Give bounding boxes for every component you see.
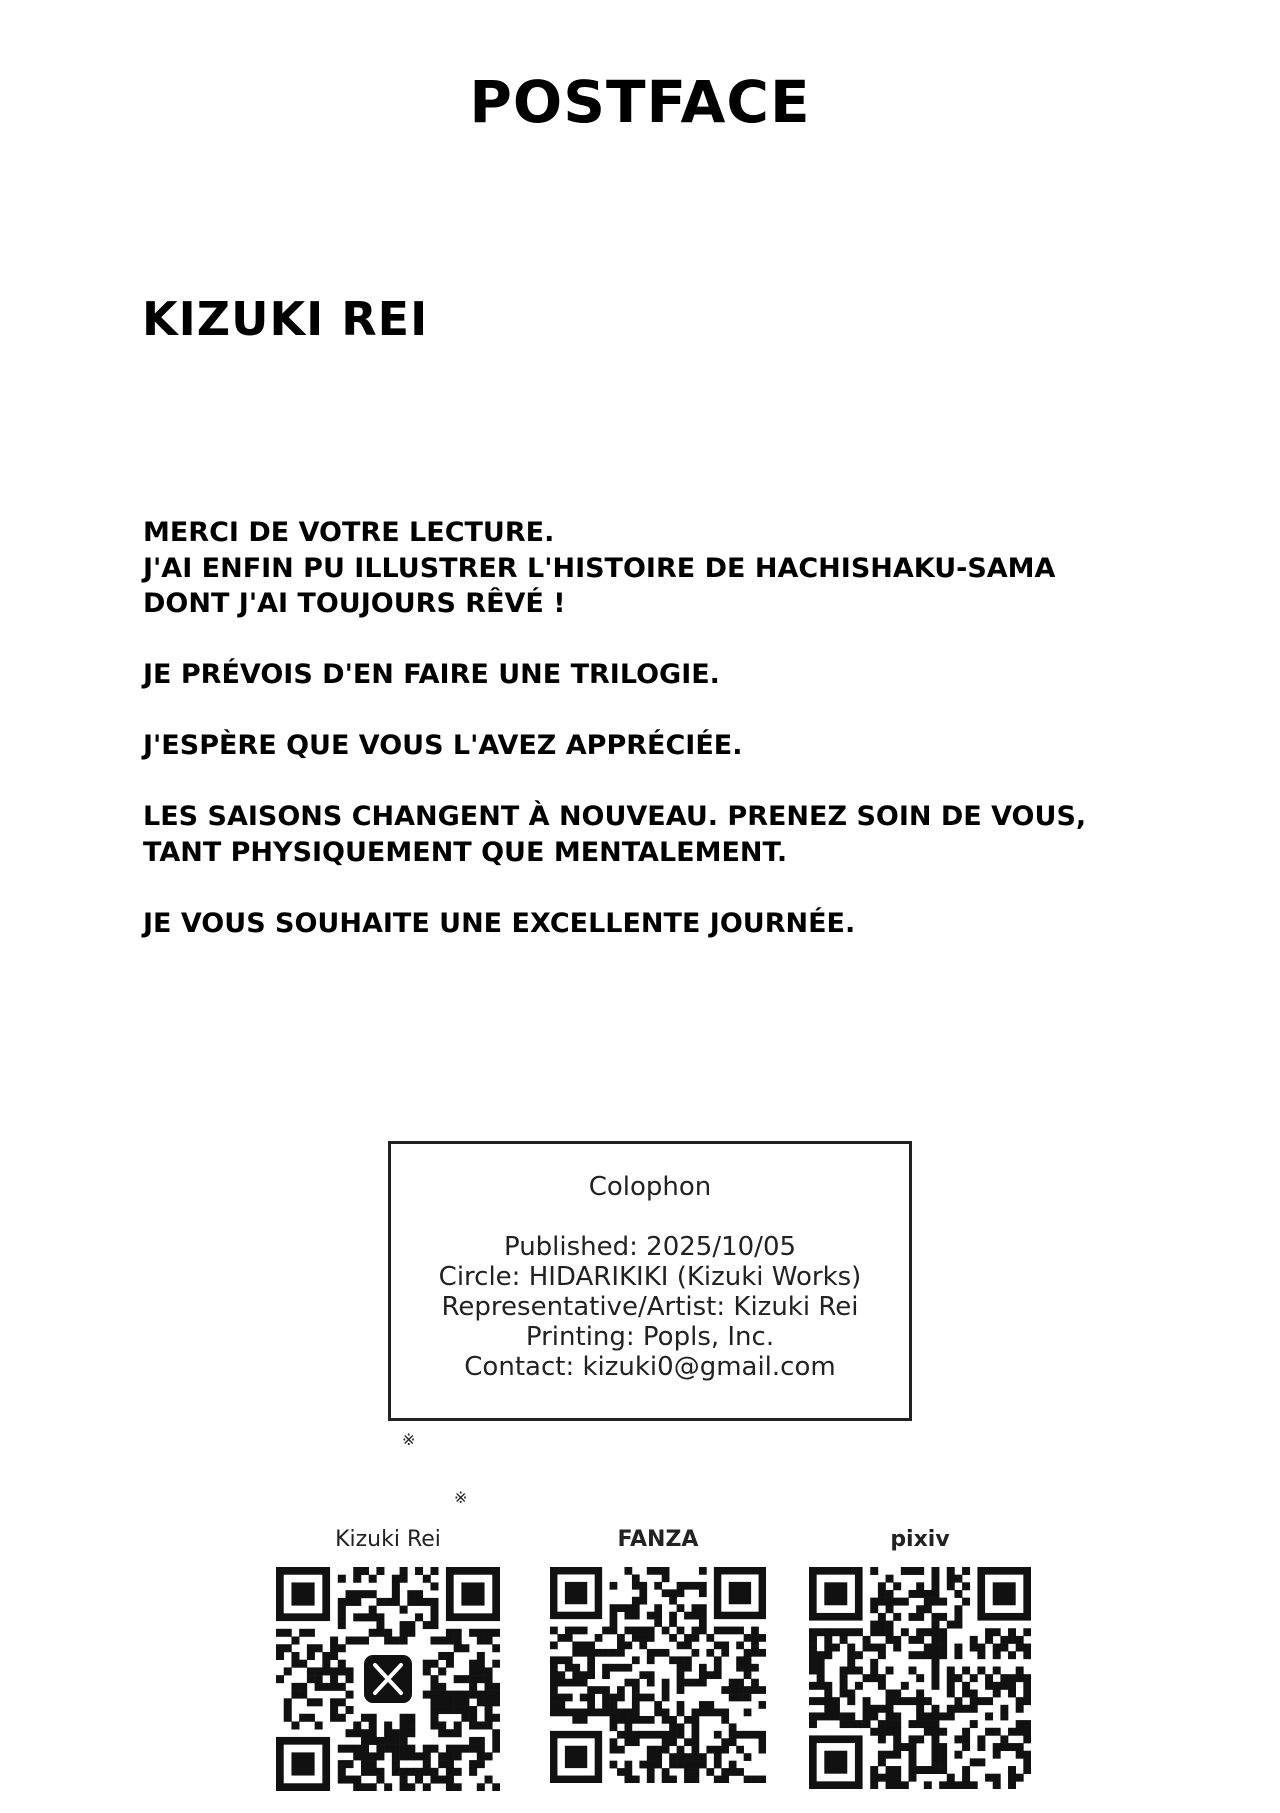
paragraph-farewell [143,906,1143,942]
postface-message [143,515,1143,977]
text-line: JE VOUS SOUHAITE UNE EXCELLENTE JOURNÉE. [143,907,856,939]
reference-mark: ※ [402,1430,416,1449]
qr-label: Kizuki Rei [335,1527,441,1552]
text-line: MERCI DE VOTRE LECTURE. [143,517,555,548]
text-line: J'AI ENFIN PU ILLUSTRER L'HISTOIRE DE HACHISHAKU-SAMA [143,552,1056,584]
colophon-box [388,1141,912,1421]
qr-block-pixiv [800,1525,1040,1789]
colophon-contact: Contact: kizuki0@gmail.com [464,1352,836,1382]
author-name: KIZUKI REI [142,292,429,346]
colophon-printing: Printing: Popls, Inc. [525,1322,775,1352]
paragraph-trilogy [143,657,1143,693]
qr-block-fanza [538,1525,778,1783]
qr-label: FANZA [617,1527,699,1552]
reference-mark: ※ [454,1488,468,1507]
page-title: POSTFACE [469,68,811,136]
text-line: J'ESPÈRE QUE VOUS L'AVEZ APPRÉCIÉE. [143,730,743,761]
text-line: TANT PHYSIQUEMENT QUE MENTALEMENT. [143,836,788,868]
text-line: JE PRÉVOIS D'EN FAIRE UNE TRILOGIE. [143,659,720,690]
colophon-published: Published: 2025/10/05 [503,1232,797,1262]
paragraph-thanks [143,515,1143,622]
qr-label: pixiv [890,1527,950,1552]
qr-code-icon[interactable] [809,1567,1031,1789]
qr-block-kizuki-rei [268,1525,508,1791]
paragraph-hope [143,728,1143,764]
colophon-artist: Representative/Artist: Kizuki Rei [441,1292,859,1322]
text-line: LES SAISONS CHANGENT À NOUVEAU. PRENEZ SOIN DE VOUS, [143,801,1087,832]
colophon-circle: Circle: HIDARIKIKI (Kizuki Works) [438,1262,862,1292]
qr-code-icon[interactable] [276,1567,500,1791]
qr-code-icon[interactable] [550,1567,766,1783]
colophon-heading: Colophon [588,1172,712,1202]
paragraph-seasons [143,799,1143,870]
text-line: DONT J'AI TOUJOURS RÊVÉ ! [143,588,566,619]
